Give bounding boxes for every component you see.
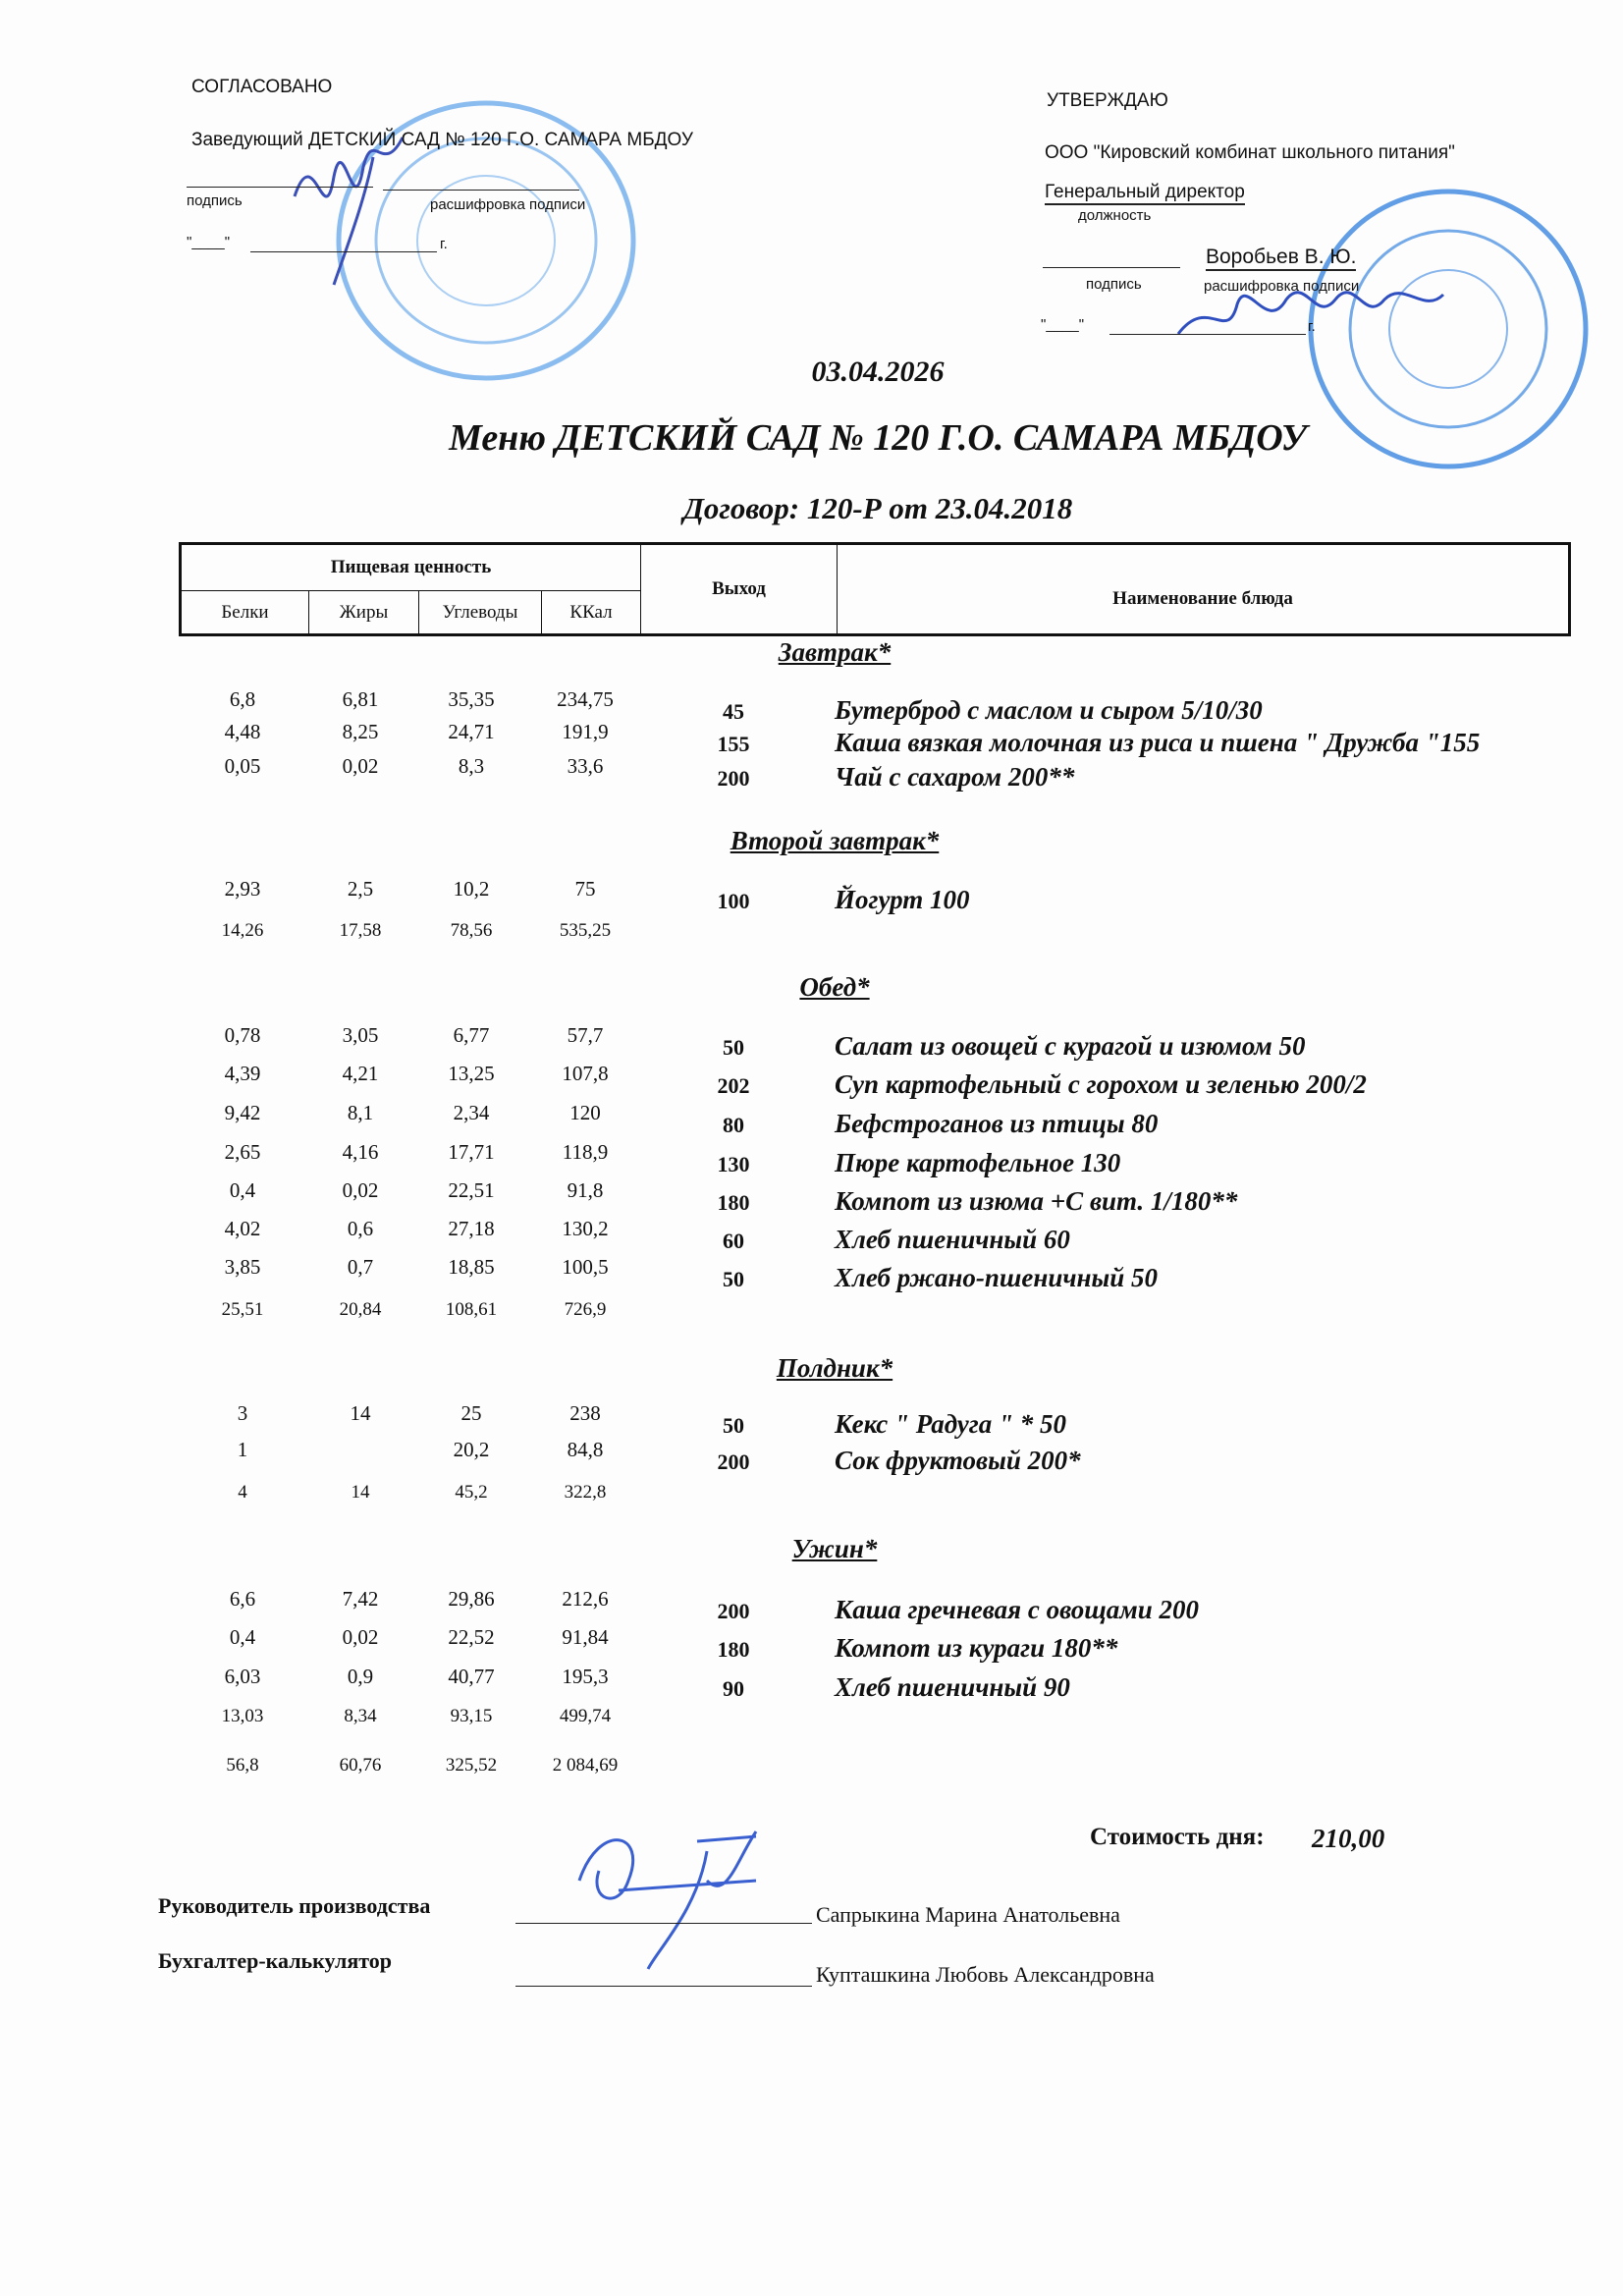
item-proteins: 0,78 [224,1023,261,1047]
item-kcal: 130,2 [562,1217,609,1240]
item-yield: 60 [723,1229,744,1253]
item-yield: 130 [717,1152,750,1176]
item-proteins: 2,93 [224,877,261,901]
item-kcal: 91,8 [567,1178,604,1202]
item-dish-name: Кекс " Радуга " * 50 [835,1409,1066,1439]
item-proteins: 9,42 [224,1101,261,1124]
contract-info: Договор: 120-Р от 23.04.2018 [682,491,1073,525]
year-suffix: г. [1308,318,1316,335]
item-dish-name: Хлеб пшеничный 90 [835,1672,1070,1702]
item-proteins: 3 [237,1401,248,1425]
nutrition-header: Пищевая ценность [181,544,641,591]
date-line [1109,334,1306,335]
item-carbs: 22,51 [448,1178,495,1202]
position-label: должность [1078,207,1152,224]
item-proteins: 0,4 [229,1625,256,1649]
signature-line [187,187,373,188]
item-yield: 200 [717,1599,750,1623]
grand-total-fats: 60,76 [339,1755,382,1776]
item-yield: 90 [723,1676,744,1701]
item-carbs: 29,86 [448,1587,495,1611]
fats-header: Жиры [309,591,419,635]
item-fats: 0,6 [347,1217,374,1240]
section-total-kcal: 499,74 [559,1706,612,1726]
item-dish-name: Бефстроганов из птицы 80 [835,1109,1159,1138]
item-proteins: 2,65 [224,1140,261,1164]
item-carbs: 18,85 [448,1255,495,1279]
item-carbs: 40,77 [448,1665,495,1688]
signature-name: Купташкина Любовь Александровна [816,1962,1155,1987]
year-suffix: г. [440,236,448,252]
item-fats: 4,21 [342,1062,379,1085]
item-carbs: 17,71 [448,1140,495,1164]
item-carbs: 22,52 [448,1625,495,1649]
kcal-header: ККал [542,591,641,635]
signature-role: Руководитель производства [158,1893,431,1918]
section-total-kcal: 535,25 [559,920,612,941]
menu-table-header [179,542,1571,636]
item-dish-name: Пюре картофельное 130 [835,1148,1121,1177]
section-total-fats: 8,34 [344,1706,377,1726]
approval-left-heading: СОГЛАСОВАНО [191,77,333,97]
item-kcal: 33,6 [567,754,604,778]
item-proteins: 0,4 [229,1178,256,1202]
item-fats: 0,9 [347,1665,374,1688]
section-title: Ужин* [791,1534,878,1563]
item-fats: 3,05 [342,1023,379,1047]
item-kcal: 195,3 [562,1665,609,1688]
item-fats: 0,02 [342,1178,379,1202]
item-proteins: 6,03 [224,1665,261,1688]
item-yield: 50 [723,1035,744,1060]
item-yield: 50 [723,1413,744,1438]
item-kcal: 57,7 [567,1023,604,1047]
section-title: Полдник* [776,1353,893,1383]
date-line [250,251,437,252]
section-total-proteins: 13,03 [221,1706,264,1726]
page-title: Меню ДЕТСКИЙ САД № 120 Г.О. САМАРА МБДОУ [449,417,1307,459]
signature-line [515,1923,812,1924]
item-kcal: 84,8 [567,1438,604,1461]
item-carbs: 20,2 [453,1438,490,1461]
item-kcal: 191,9 [562,720,609,743]
item-proteins: 4,02 [224,1217,261,1240]
item-kcal: 100,5 [562,1255,609,1279]
item-yield: 180 [717,1190,750,1215]
item-carbs: 10,2 [453,877,490,901]
section-total-proteins: 25,51 [221,1299,264,1320]
item-kcal: 91,84 [562,1625,609,1649]
signature-label: подпись [1086,276,1142,293]
day-cost-value: 210,00 [1312,1824,1385,1853]
carbs-header: Углеводы [419,591,542,635]
item-proteins: 3,85 [224,1255,261,1279]
proteins-header: Белки [181,591,309,635]
item-kcal: 212,6 [562,1587,609,1611]
date-blank: "____" [1041,316,1085,333]
item-dish-name: Компот из кураги 180** [835,1633,1118,1663]
item-yield: 180 [717,1637,750,1662]
item-dish-name: Компот из изюма +С вит. 1/180** [835,1186,1238,1216]
section-total-proteins: 14,26 [221,920,264,941]
section-total-fats: 17,58 [339,920,382,941]
item-carbs: 25 [460,1401,482,1425]
decoding-label: расшифровка подписи [1204,278,1360,295]
section-total-carbs: 45,2 [455,1482,488,1503]
section-total-carbs: 108,61 [445,1299,498,1320]
item-dish-name: Каша вязкая молочная из риса и пшена " Дружба "155 [835,728,1481,757]
item-fats: 7,42 [342,1587,379,1611]
item-carbs: 2,34 [453,1101,490,1124]
item-dish-name: Хлеб пшеничный 60 [835,1225,1070,1254]
item-dish-name: Чай с сахаром 200** [835,762,1075,792]
yield-header: Выход [641,544,838,635]
approval-right-organization: ООО "Кировский комбинат школьного питания" [1045,142,1455,163]
item-fats: 6,81 [342,687,379,711]
item-dish-name: Бутерброд с маслом и сыром 5/10/30 [835,695,1263,725]
item-dish-name: Сок фруктовый 200* [835,1446,1081,1475]
item-proteins: 6,8 [229,687,256,711]
item-carbs: 27,18 [448,1217,495,1240]
section-total-proteins: 4 [238,1482,247,1503]
section-title: Завтрак* [778,637,892,667]
item-yield: 200 [717,1449,750,1474]
signature-name: Сапрыкина Марина Анатольевна [816,1902,1120,1927]
day-cost-label: Стоимость дня: [1090,1824,1265,1850]
item-proteins: 4,48 [224,720,261,743]
item-kcal: 118,9 [562,1140,609,1164]
section-total-kcal: 726,9 [564,1299,607,1320]
item-fats: 8,1 [347,1101,374,1124]
item-yield: 45 [723,699,744,724]
item-proteins: 4,39 [224,1062,261,1085]
item-yield: 155 [717,732,750,756]
section-title: Обед* [799,972,870,1002]
item-dish-name: Хлеб ржано-пшеничный 50 [835,1263,1159,1292]
item-fats: 0,02 [342,1625,379,1649]
item-yield: 200 [717,766,750,791]
decoding-label: расшифровка подписи [430,196,586,213]
item-carbs: 8,3 [458,754,485,778]
item-carbs: 6,77 [453,1023,490,1047]
section-total-carbs: 93,15 [450,1706,493,1726]
item-carbs: 35,35 [448,687,495,711]
signature-line [1043,267,1180,268]
item-fats: 8,25 [342,720,379,743]
item-kcal: 238 [569,1401,601,1425]
item-carbs: 13,25 [448,1062,495,1085]
item-kcal: 107,8 [562,1062,609,1085]
grand-total-proteins: 56,8 [226,1755,259,1776]
item-carbs: 24,71 [448,720,495,743]
grand-total-carbs: 325,52 [445,1755,498,1776]
grand-total-kcal: 2 084,69 [552,1755,619,1776]
signature-role: Бухгалтер-калькулятор [158,1948,392,1973]
item-yield: 100 [717,889,750,913]
item-kcal: 234,75 [557,687,614,711]
item-kcal: 120 [569,1101,601,1124]
item-yield: 80 [723,1113,744,1137]
item-dish-name: Йогурт 100 [835,885,970,914]
signature-line [515,1986,812,1987]
section-total-fats: 14 [351,1482,370,1503]
section-total-fats: 20,84 [339,1299,382,1320]
decoding-line [383,190,579,191]
item-fats: 14 [350,1401,371,1425]
item-fats: 0,7 [347,1255,374,1279]
menu-date: 03.04.2026 [811,355,945,388]
item-yield: 202 [717,1073,750,1098]
item-proteins: 6,6 [229,1587,256,1611]
approval-left-position: Заведующий ДЕТСКИЙ САД № 120 Г.О. САМАРА МБДОУ [191,130,693,150]
item-fats: 4,16 [342,1140,379,1164]
signature-bottom [560,1822,795,1979]
approval-right-heading: УТВЕРЖДАЮ [1047,90,1168,111]
section-title: Второй завтрак* [730,826,940,855]
item-yield: 50 [723,1267,744,1291]
item-dish-name: Суп картофельный с горохом и зеленью 200/2 [835,1069,1367,1099]
date-blank: "____" [187,234,231,250]
item-proteins: 1 [237,1438,248,1461]
item-fats: 0,02 [342,754,379,778]
approval-right-name: Воробьев В. Ю. [1206,246,1356,271]
item-dish-name: Салат из овощей с курагой и изюмом 50 [835,1031,1306,1061]
item-dish-name: Каша гречневая с овощами 200 [835,1595,1200,1624]
signature-label: подпись [187,192,243,209]
dish-name-header: Наименование блюда [838,544,1570,635]
approval-right-position: Генеральный директор [1045,182,1245,205]
section-total-kcal: 322,8 [564,1482,607,1503]
item-kcal: 75 [574,877,596,901]
item-proteins: 0,05 [224,754,261,778]
item-fats: 2,5 [347,877,374,901]
section-total-carbs: 78,56 [450,920,493,941]
